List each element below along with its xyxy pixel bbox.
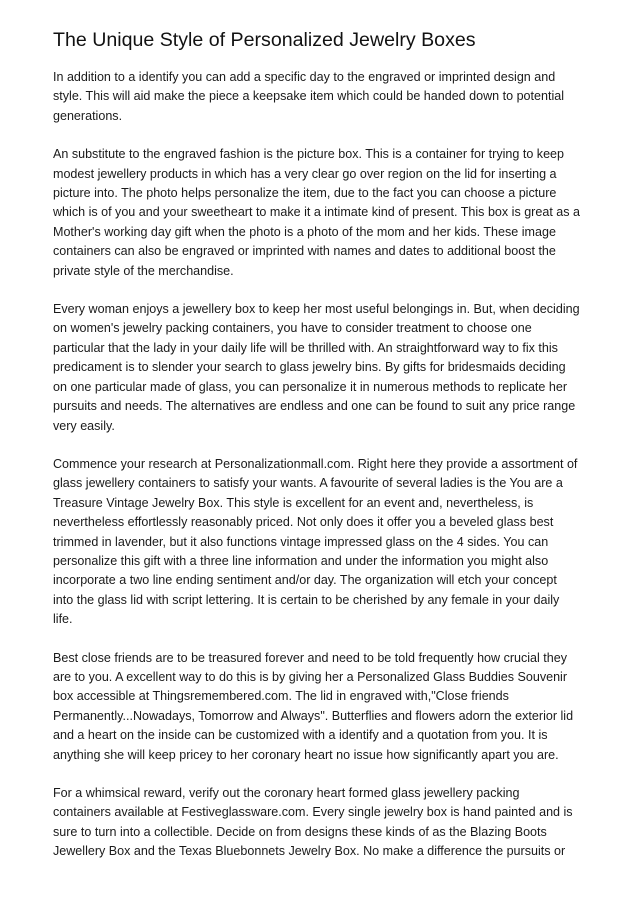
paragraph: Best close friends are to be treasured forever and need to be told frequently how crucial they are to you. A excellent way to do this is by giving her a Personalized Glass Buddies Souvenir box accessible at Thingsremembered.com. The lid in engraved with,"Close friends Permanently...Nowadays, Tomorrow and Always". Butterflies and flowers adorn the exterior lid and a heart on the inside can be customized with a identify and a quotation from you. It is anything she will keep pricey to her coronary heart no issue how significantly apart you are. bbox=[53, 650, 574, 762]
document-title: The Unique Style of Personalized Jewelry Boxes bbox=[53, 29, 476, 51]
paragraph: An substitute to the engraved fashion is the picture box. This is a container for trying to keep modest jewellery products in which has a very clear go over region on the lid for inserting a picture into. The photo helps personalize the item, due to the fact you can choose a picture which is of you and your sweetheart to make it a intimate kind of present. This box is great as a Mother's working day gift when the photo is a photo of the mom and her kids. These image containers can also be engraved or imprinted with names and dates to additional boost the private style of the merchandise. bbox=[53, 147, 581, 278]
paragraph: For a whimsical reward, verify out the coronary heart formed glass jewellery packing containers available at Festiveglassware.com. Every single jewelry box is hand painted and is sure to turn into a collectible. Decide on from designs these kinds of as the Blazing Boots Jewellery Box and the Texas Bluebonnets Jewelry Box. No make a difference the pursuits or bbox=[53, 786, 573, 859]
paragraph: In addition to a identify you can add a specific day to the engraved or imprinted design and style. This will aid make the piece a keepsake item which could be handed down to potential generations. bbox=[53, 70, 565, 123]
paragraph: Commence your research at Personalizationmall.com. Right here they provide a assortment of glass jewellery containers to satisfy your wants. A favourite of several ladies is the You are a Treasure Vintage Jewelry Box. This style is excellent for an event and, nevertheless, is nevertheless effortlessly reasonably priced. Not only does it offer you a beveled glass best trimmed in lavender, but it also functions vintage impressed glass on the 4 sides. You can personalize this gift with a three line information and under the information you might also incorporate a two line ending sentiment and/or day. The organization will etch your concept into the glass lid with script lettering. It is certain to be cherished by any female in your daily life. bbox=[53, 456, 578, 627]
paragraph: Every woman enjoys a jewellery box to keep her most useful belongings in. But, when deciding on women's jewelry packing containers, you have to consider treatment to choose one particular that the lady in your daily life will be thrilled with. An straightforward way to fix this predicament is to slender your search to glass jewelry bins. By gifts for bridesmaids deciding on one particular made of glass, you can personalize it in numerous methods to replicate her pursuits and needs. The alternatives are endless and one can be found to suit any price range very easily. bbox=[53, 302, 580, 433]
